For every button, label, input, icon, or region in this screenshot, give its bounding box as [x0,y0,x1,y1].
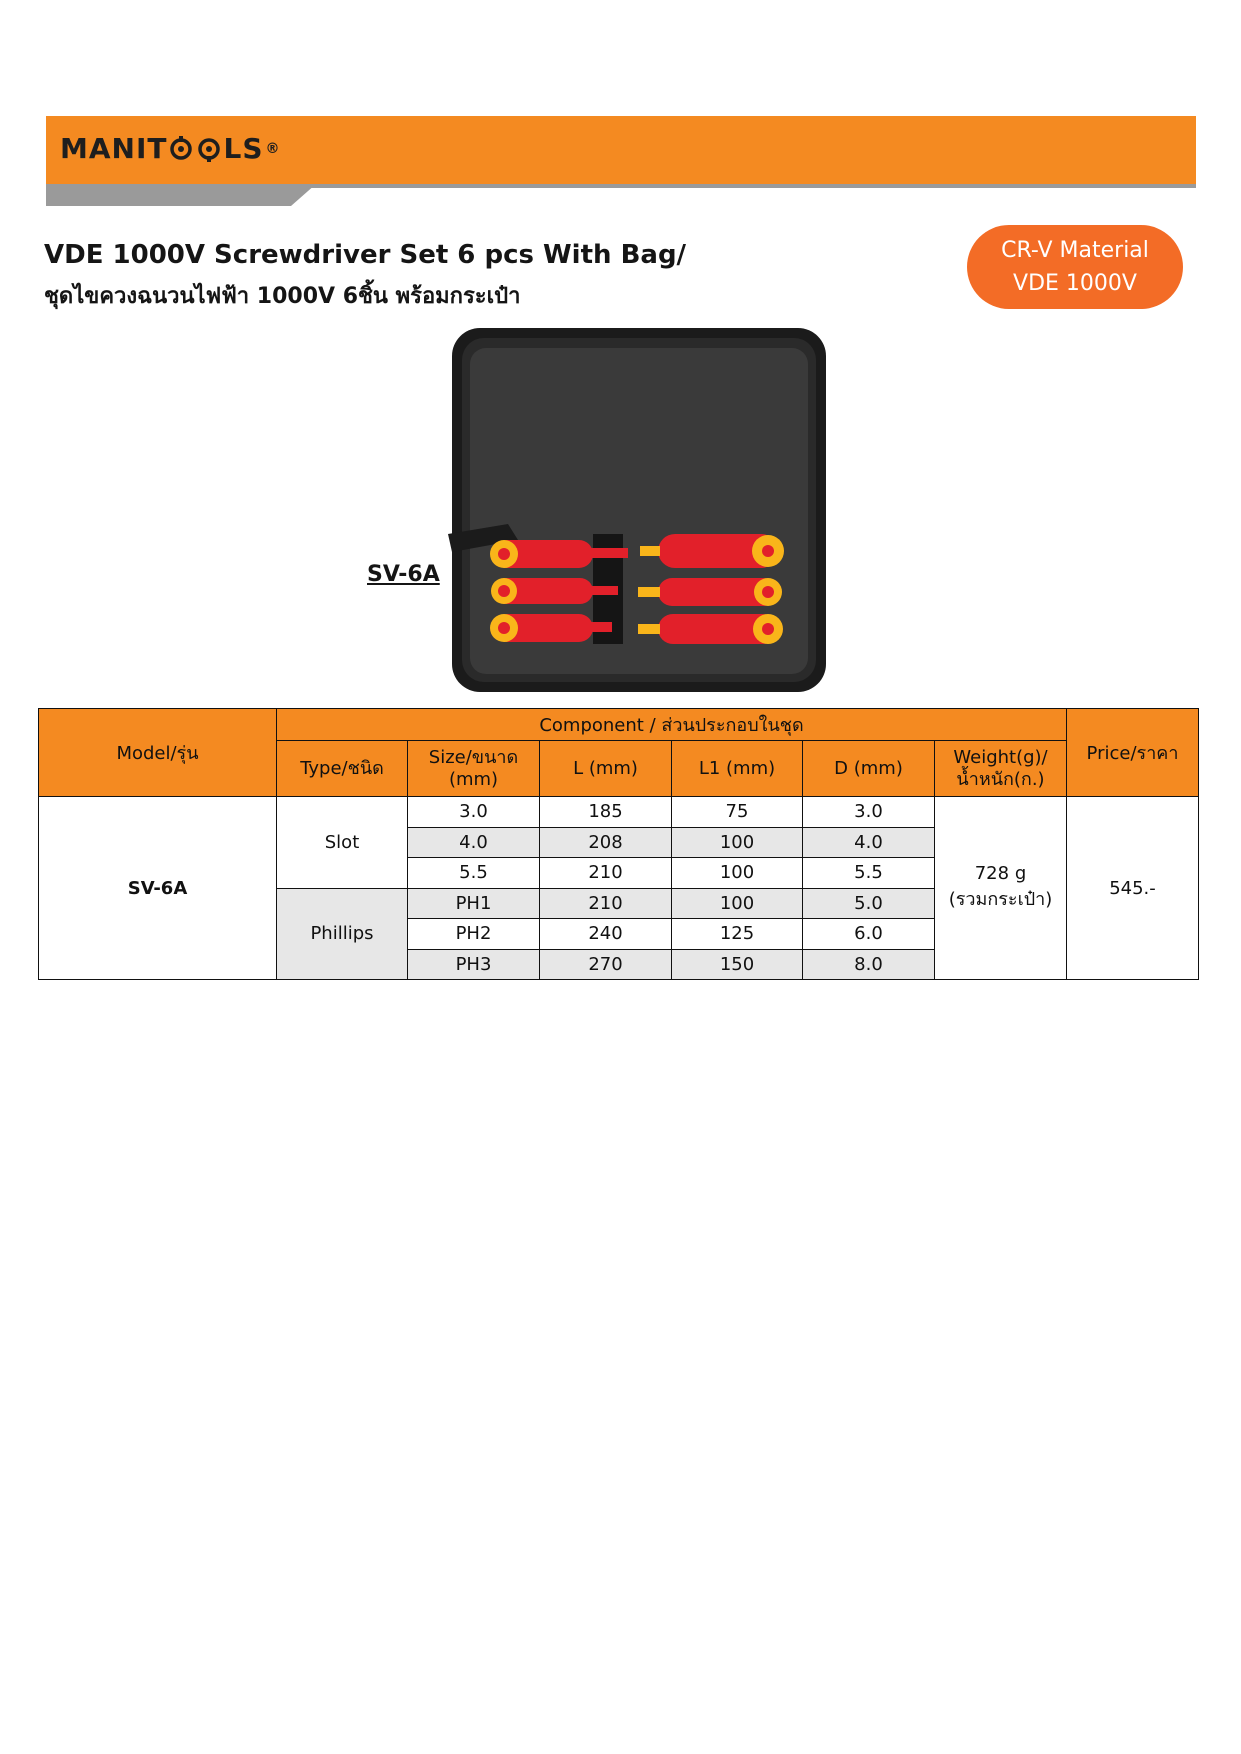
header-size-line-1: Size/ขนาด [428,746,519,768]
header-size-line-2: (mm) [448,768,499,790]
header-weight [935,741,1067,797]
cell-length1: 100 [672,888,803,919]
cell-size: 3.0 [408,797,540,828]
brand-name-left: MANIT [60,132,168,165]
cell-diameter: 5.0 [803,888,935,919]
cell-diameter: 8.0 [803,949,935,980]
header-weight-line-2: น้ำหนัก(ก.) [956,768,1045,790]
cell-size: PH2 [408,919,540,950]
cell-length1: 100 [672,858,803,889]
cell-length: 208 [540,827,672,858]
cell-type-slot: Slot [277,797,408,889]
header-type: Type/ชนิด [277,741,408,797]
cell-weight-line-2: (รวมกระเป๋า) [948,889,1053,910]
cell-model: SV-6A [39,797,277,980]
cell-length: 240 [540,919,672,950]
cell-length1: 75 [672,797,803,828]
cell-type-phillips: Phillips [277,888,408,980]
product-title-en: VDE 1000V Screwdriver Set 6 pcs With Bag/ [44,240,687,270]
cell-length: 210 [540,888,672,919]
cell-diameter: 3.0 [803,797,935,828]
cell-diameter: 6.0 [803,919,935,950]
header-weight-line-1: Weight(g)/ [953,746,1048,768]
registered-mark: ® [265,140,281,157]
header-diameter: D (mm) [803,741,935,797]
cell-diameter: 4.0 [803,827,935,858]
header-model: Model/รุ่น [39,709,277,797]
badge-line-2: VDE 1000V [1013,271,1137,296]
header-banner-tab [46,184,316,206]
header-length1: L1 (mm) [672,741,803,797]
brand-name-right: LS [223,132,264,165]
header-price: Price/ราคา [1067,709,1199,797]
wrench-logo-icon-2 [196,136,222,162]
cell-length1: 125 [672,919,803,950]
cell-length1: 100 [672,827,803,858]
cell-length: 185 [540,797,672,828]
cell-price: 545.- [1067,797,1199,980]
cell-size: PH1 [408,888,540,919]
cell-size: 5.5 [408,858,540,889]
cell-weight-line-1: 728 g [974,863,1027,884]
brand-logo [60,132,281,165]
table-row [39,797,1199,828]
header-size [408,741,540,797]
wrench-logo-icon [168,136,194,162]
material-badge [967,225,1183,309]
screwdriver-set-image [448,324,830,696]
cell-length: 210 [540,858,672,889]
product-title-th: ชุดไขควงฉนวนไฟฟ้า 1000V 6ชิ้น พร้อมกระเป๋า [44,284,521,309]
spec-table [38,708,1199,980]
badge-line-1: CR-V Material [1001,238,1149,263]
header-length: L (mm) [540,741,672,797]
product-model-label: SV-6A [367,562,440,587]
cell-weight [935,797,1067,980]
cell-length1: 150 [672,949,803,980]
cell-size: PH3 [408,949,540,980]
header-component: Component / ส่วนประกอบในชุด [277,709,1067,741]
cell-length: 270 [540,949,672,980]
cell-size: 4.0 [408,827,540,858]
cell-diameter: 5.5 [803,858,935,889]
